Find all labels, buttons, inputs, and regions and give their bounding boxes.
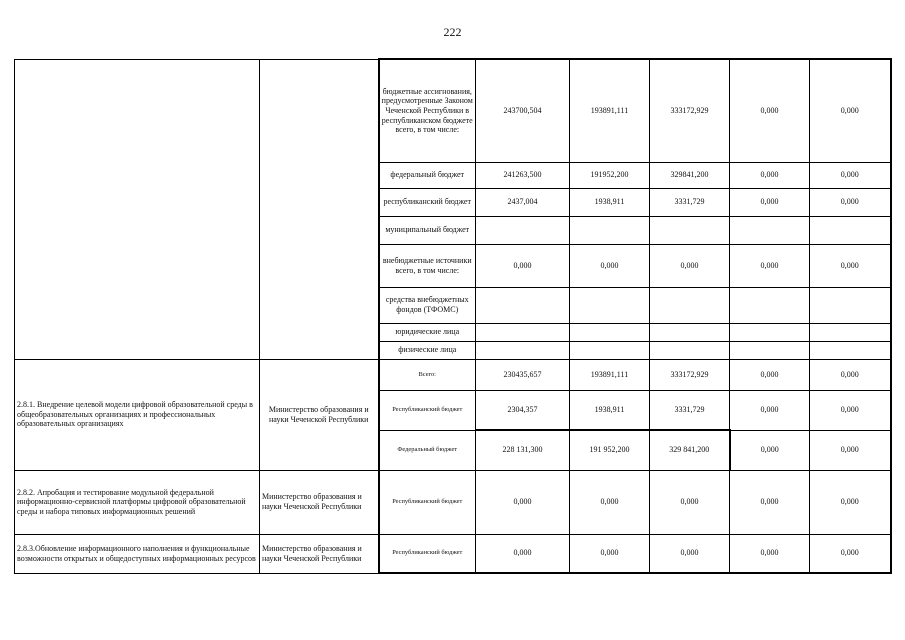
value-cell: 0,000 [810, 390, 891, 430]
source-cell: внебюджетные источники всего, в том числе: [379, 244, 476, 287]
budget-table [14, 58, 892, 574]
value-cell: 0,000 [730, 390, 810, 430]
value-cell: 230435,657 [476, 359, 570, 390]
value-cell: 193891,111 [570, 359, 650, 390]
value-cell: 1938,911 [570, 390, 650, 430]
executor-name: Министерство образования и науки Чеченской Республики [260, 359, 379, 470]
value-cell [476, 216, 570, 244]
value-cell: 0,000 [810, 188, 891, 216]
value-cell [730, 341, 810, 359]
value-cell: 191 952,200 [570, 430, 650, 470]
value-cell [476, 287, 570, 323]
value-cell [810, 287, 891, 323]
value-cell [476, 323, 570, 341]
value-cell: 3331,729 [650, 188, 730, 216]
value-cell [730, 287, 810, 323]
executor-name: Министерство образования и науки Чеченской Республики [260, 470, 379, 534]
value-cell: 0,000 [810, 359, 891, 390]
value-cell [570, 341, 650, 359]
value-cell: 0,000 [810, 244, 891, 287]
source-cell: Республиканский бюджет [379, 534, 476, 573]
value-cell: 0,000 [810, 162, 891, 188]
table-row [15, 359, 891, 390]
value-cell: 0,000 [730, 359, 810, 390]
source-cell: Федеральный бюджет [379, 430, 476, 470]
value-cell: 0,000 [810, 534, 891, 573]
value-cell: 2437,004 [476, 188, 570, 216]
executor-name: Министерство образования и науки Чеченской Республики [260, 534, 379, 573]
value-cell [570, 216, 650, 244]
value-cell: 0,000 [476, 244, 570, 287]
value-cell: 0,000 [730, 470, 810, 534]
value-cell: 0,000 [730, 162, 810, 188]
value-cell [650, 287, 730, 323]
value-cell [730, 323, 810, 341]
value-cell: 0,000 [570, 244, 650, 287]
value-cell [810, 323, 891, 341]
table-row [15, 534, 891, 573]
value-cell: 0,000 [810, 59, 891, 162]
page-number: 222 [443, 25, 462, 39]
source-cell: республиканский бюджет [379, 188, 476, 216]
value-cell: 228 131,300 [476, 430, 570, 470]
value-cell: 0,000 [730, 430, 810, 470]
value-cell: 0,000 [650, 534, 730, 573]
source-cell: Республиканский бюджет [379, 470, 476, 534]
value-cell [650, 216, 730, 244]
value-cell: 0,000 [570, 470, 650, 534]
value-cell: 0,000 [730, 188, 810, 216]
measure-name: 2.8.2. Апробация и тестирование модульной федеральной информационно-сервисной платформы цифровой образовательной среды и набора типовых информационных решений [15, 470, 260, 534]
value-cell: 3331,729 [650, 390, 730, 430]
value-cell: 241263,500 [476, 162, 570, 188]
value-cell: 333172,929 [650, 59, 730, 162]
value-cell: 0,000 [650, 244, 730, 287]
value-cell: 0,000 [570, 534, 650, 573]
value-cell: 0,000 [730, 59, 810, 162]
value-cell: 329841,200 [650, 162, 730, 188]
measure-name: 2.8.3.Обновление информационного наполнения и функциональные возможности открытых и общедоступных информационных ресурсов [15, 534, 260, 573]
value-cell [810, 341, 891, 359]
value-cell [730, 216, 810, 244]
value-cell: 1938,911 [570, 188, 650, 216]
source-cell: Республиканский бюджет [379, 390, 476, 430]
value-cell [570, 287, 650, 323]
measure-name: 2.8.1. Внедрение целевой модели цифровой образовательной среды в общеобразовательных организациях и профессиональных образовательных организациях [15, 359, 260, 470]
value-cell: 191952,200 [570, 162, 650, 188]
value-cell [810, 216, 891, 244]
source-cell: средства внебюджетных фондов (ТФОМС) [379, 287, 476, 323]
value-cell: 193891,111 [570, 59, 650, 162]
value-cell: 333172,929 [650, 359, 730, 390]
source-cell: юридические лица [379, 323, 476, 341]
value-cell: 329 841,200 [650, 430, 730, 470]
value-cell [650, 341, 730, 359]
value-cell: 0,000 [810, 430, 891, 470]
value-cell: 0,000 [730, 534, 810, 573]
table-row [15, 59, 891, 162]
value-cell: 243700,504 [476, 59, 570, 162]
value-cell [650, 323, 730, 341]
table-row [15, 470, 891, 534]
executor-cell-empty [260, 59, 379, 359]
value-cell: 0,000 [476, 534, 570, 573]
source-cell: Всего: [379, 359, 476, 390]
value-cell: 0,000 [810, 470, 891, 534]
name-cell-empty [15, 59, 260, 359]
source-cell: федеральный бюджет [379, 162, 476, 188]
value-cell: 0,000 [476, 470, 570, 534]
source-cell: муниципальный бюджет [379, 216, 476, 244]
value-cell: 0,000 [650, 470, 730, 534]
value-cell: 2304,357 [476, 390, 570, 430]
source-cell: физические лица [379, 341, 476, 359]
source-cell: бюджетные ассигнования, предусмотренные Законом Чеченской Республики в республиканском бюджете всего, в том числе: [379, 59, 476, 162]
value-cell [570, 323, 650, 341]
value-cell [476, 341, 570, 359]
value-cell: 0,000 [730, 244, 810, 287]
